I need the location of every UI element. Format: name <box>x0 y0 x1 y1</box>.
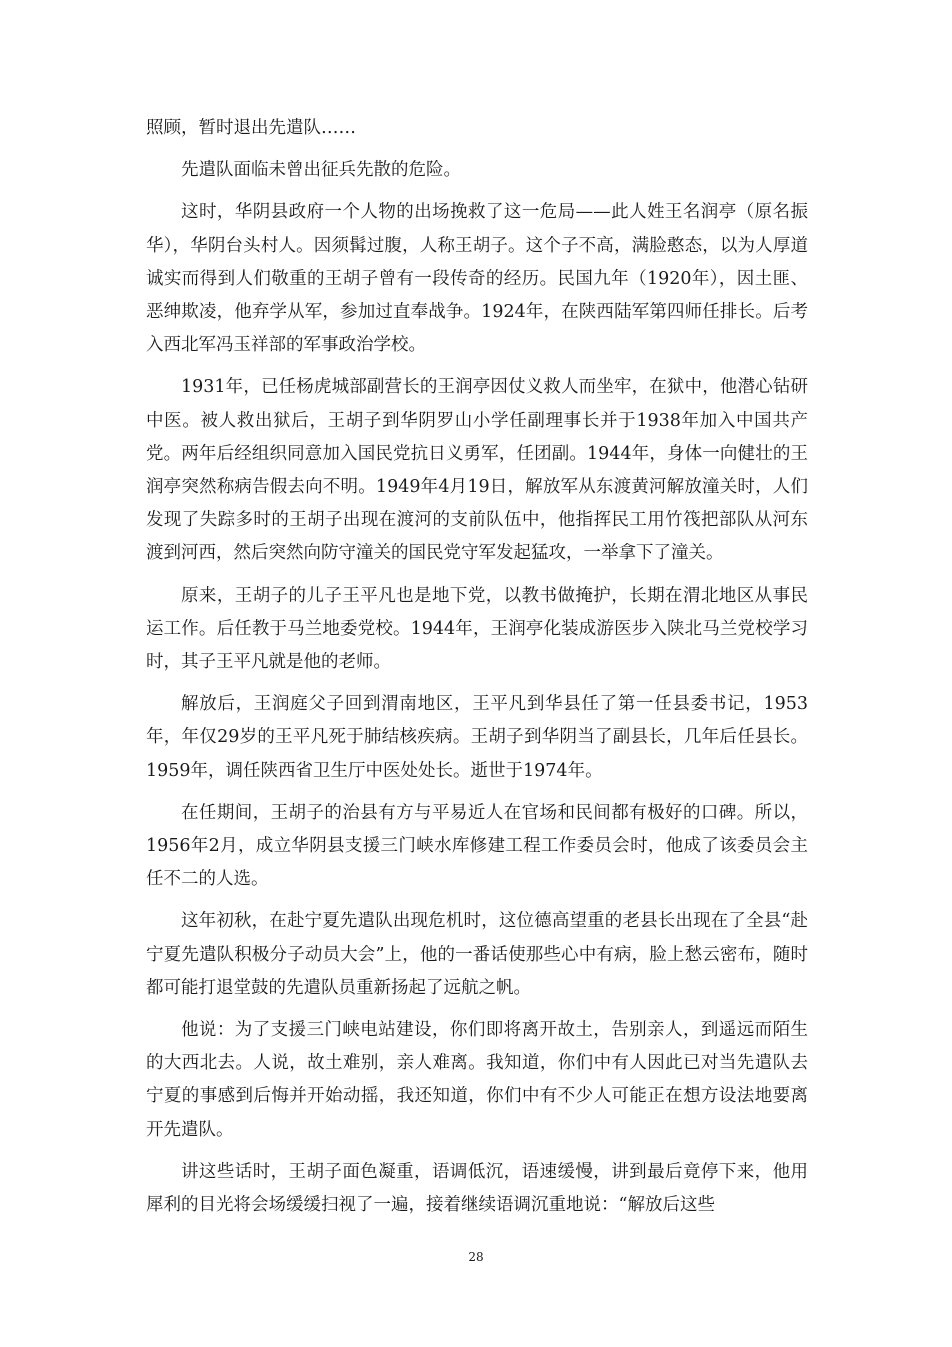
paragraph: 在任期间，王胡子的治县有方与平易近人在官场和民间都有极好的口碑。所以，1956年2月，成立华阴县支援三门峡水库修建工程工作委员会时，他成了该委员会主任不二的人选。 <box>146 802 808 890</box>
body-text <box>146 112 808 1231</box>
paragraph: 这时，华阴县政府一个人物的出场挽救了这一危局——此人姓王名润亭（原名振华），华阴台头村人。因须髯过腹，人称王胡子。这个子不高，满脸憨态，以为人厚道诚实而得到人们敬重的王胡子曾有一段传奇的经历。民国九年（1920年），因土匪、恶绅欺凌，他弃学从军，参加过直奉战争。1924年，在陕西陆军第四师任排长。后考入西北军冯玉祥部的军事政治学校。 <box>146 202 808 356</box>
paragraph: 原来，王胡子的儿子王平凡也是地下党，以教书做掩护，长期在渭北地区从事民运工作。后任教于马兰地委党校。1944年，王润亭化装成游医步入陕北马兰党校学习时，其子王平凡就是他的老师。 <box>146 585 808 673</box>
paragraph: 这年初秋，在赴宁夏先遣队出现危机时，这位德高望重的老县长出现在了全县“赴宁夏先遣队积极分子动员大会”上，他的一番话使那些心中有病，脸上愁云密布，随时都可能打退堂鼓的先遣队员重新扬起了远航之帆。 <box>146 911 808 998</box>
paragraph: 1931年，已任杨虎城部副营长的王润亭因仗义救人而坐牢，在狱中，他潜心钻研中医。被人救出狱后，王胡子到华阴罗山小学任副理事长并于1938年加入中国共产党。两年后经组织同意加入国民党抗日义勇军，任团副。1944年，身体一向健壮的王润亭突然称病告假去向不明。1949年4月19日，解放军从东渡黄河解放潼关时，人们发现了失踪多时的王胡子出现在渡河的支前队伍中，他指挥民工用竹筏把部队从河东渡到河西，然后突然向防守潼关的国民党守军发起猛攻，一举拿下了潼关。 <box>146 377 808 564</box>
paragraph: 照顾，暂时退出先遣队…… <box>146 118 356 138</box>
page-number: 28 <box>468 1250 484 1264</box>
paragraph: 先遣队面临未曾出征兵先散的危险。 <box>181 160 461 181</box>
paragraph: 解放后，王润庭父子回到渭南地区，王平凡到华县任了第一任县委书记，1953年，年仅29岁的王平凡死于肺结核疾病。王胡子到华阴当了副县长，几年后任县长。1959年，调任陕西省卫生厅中医处处长。逝世于1974年。 <box>146 694 808 781</box>
paragraph: 讲这些话时，王胡子面色凝重，语调低沉，语速缓慢，讲到最后竟停下来，他用犀利的目光将会场缓缓扫视了一遍，接着继续语调沉重地说：“解放后这些 <box>146 1161 808 1216</box>
paragraph: 他说：为了支援三门峡电站建设，你们即将离开故土，告别亲人，到遥远而陌生的大西北去。人说，故土难别，亲人难离。我知道，你们中有人因此已对当先遣队去宁夏的事感到后悔并开始动摇，我还知道，你们中有不少人可能正在想方设法地要离开先遣队。 <box>146 1020 808 1140</box>
